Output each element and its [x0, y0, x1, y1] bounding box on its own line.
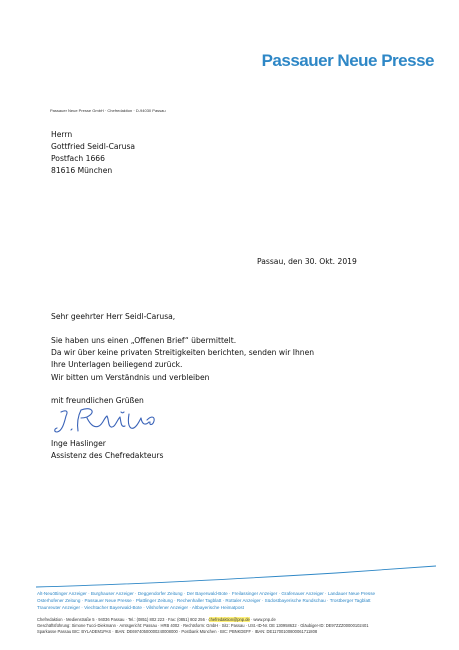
body-line: Da wir über keine privaten Streitigkeiten berichten, senden wir Ihnen	[51, 348, 315, 357]
footer-management-line: Geschäftsführung: Simone Tucci-Diekmann · Amtsgericht: Passau · HRB 4002 · Rechtsform: GmbH · Sitz: Passau · USt.-ID-Nr. DE 130958632 · Gläubiger-ID: DE97ZZZ00000102401	[37, 623, 369, 629]
body-line: Ihre Unterlagen beiliegend zurück.	[51, 360, 183, 369]
footer-decorative-curve	[36, 565, 436, 589]
letter-body	[51, 335, 314, 371]
letter-date: Passau, den 30. Okt. 2019	[257, 257, 357, 266]
recipient-line: Herrn	[51, 130, 73, 139]
newspaper-line: Osterhofener Zeitung · Passauer Neue Presse · Plattlinger Zeitung · Rechenhaller Tagblatt · Rottaler Anzeiger · Südostbayerische Rundschau · Trostberger Tagblatt	[37, 598, 371, 603]
footer-email: chefredaktion@pnp.de	[208, 617, 250, 622]
signer-title: Assistenz des Chefredakteurs	[51, 451, 164, 460]
footer-bank-line: Sparkasse Passau BIC: BYLADEM1PAS · IBAN: DE69740500000240008000 · Postbank München · BIC: PBNKDEFF · IBAN: DE11700100800061711808	[37, 629, 318, 635]
footer-address-prefix: Chefredaktion · Medienstraße 5 · 94036 Passau · Tel.: (0851) 802 223 · Fax: (0851) 802 256 ·	[37, 617, 209, 622]
recipient-line: 81616 München	[51, 166, 113, 175]
footer-company-info	[37, 617, 432, 636]
letter-closing: Wir bitten um Verständnis und verbleiben	[51, 373, 210, 382]
letter-regards: mit freundlichen Grüßen	[51, 396, 144, 405]
signer-block	[51, 438, 163, 462]
sender-return-line: Passauer Neue Presse GmbH · Chefredaktion · D-94030 Passau	[50, 108, 166, 113]
body-line: Sie haben uns einen „Offenen Brief“ übermittelt.	[51, 336, 237, 345]
handwritten-signature	[51, 404, 171, 438]
recipient-address	[51, 129, 135, 177]
footer-address-suffix: · www.pnp.de	[249, 617, 276, 622]
recipient-line: Postfach 1666	[51, 154, 105, 163]
newspaper-line: Traunreuter Anzeiger · Viechtacher Bayerwald-Bote · Vilshofener Anzeiger · Altbayerische Heimatpost	[37, 605, 244, 610]
newspaper-line: Alt-Neuöttinger Anzeiger · Burghauser Anzeiger · Deggendorfer Zeitung · Der Bayerwald-Bote · Freilassinger Anzeiger · Grafenauer Anzeiger · Landauer Neue Presse	[37, 591, 376, 596]
newspaper-list	[37, 590, 432, 611]
recipient-line: Gottfried Seidl-Carusa	[51, 142, 136, 151]
brand-logo: Passauer Neue Presse	[261, 51, 434, 70]
letter-greeting: Sehr geehrter Herr Seidl-Carusa,	[51, 312, 176, 321]
signer-name: Inge Haslinger	[51, 439, 106, 448]
